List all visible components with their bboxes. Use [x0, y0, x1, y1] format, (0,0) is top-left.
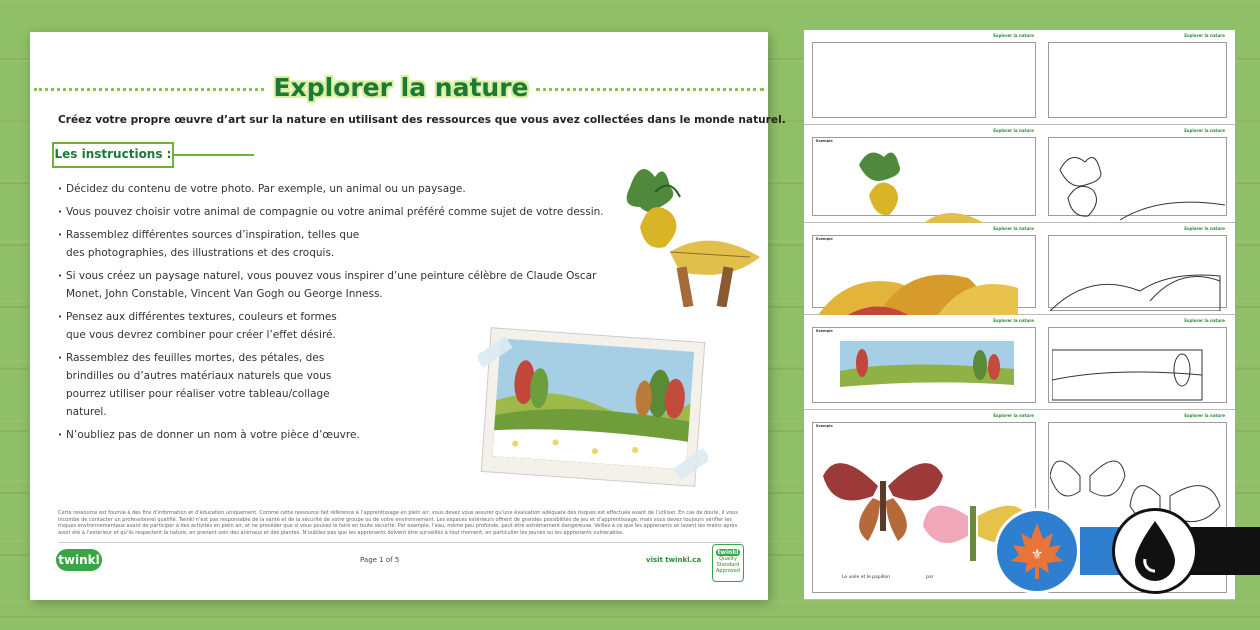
thumbnail-example-label: Exemple — [816, 329, 833, 333]
list-item: · Rassemblez différentes sources d’inspiration, telles que des photographies, des illustrations et des croquis. — [58, 226, 378, 262]
thumbnail-example-label: Exemple — [816, 139, 833, 143]
list-item: · N’oubliez pas de donner un nom à votre pièce d’œuvre. — [58, 426, 478, 444]
instructions-heading: Les instructions : — [54, 147, 172, 161]
leaf-animal-illustration — [610, 157, 760, 307]
thumbnail-header: Explorer la nature — [993, 318, 1034, 323]
thumbnail-page[interactable] — [1040, 315, 1235, 410]
thumbnail-caption: Le voile et le papillon — [842, 575, 890, 580]
title-row — [30, 68, 768, 108]
list-item: · Rassemblez des feuilles mortes, des pétales, des brindilles ou d’autres matériaux naturels que vous pourrez utiliser pour réaliser votre tableau/collage naturel. — [58, 349, 368, 421]
page-number: Page 1 of 5 — [360, 556, 400, 564]
leaf-animal-outline — [1050, 150, 1230, 220]
ink-drop-icon — [1115, 511, 1195, 591]
footer-divider — [58, 542, 742, 543]
title-divider-right — [536, 88, 764, 91]
thumbnail-page[interactable] — [804, 315, 1044, 410]
thumbnail-page[interactable] — [804, 30, 1044, 125]
visit-link[interactable]: visit twinkl.ca — [646, 556, 702, 564]
title-divider-left — [34, 88, 264, 91]
thumbnail-page[interactable] — [1040, 125, 1235, 223]
thumbnail-header: Explorer la nature — [1184, 128, 1225, 133]
list-item: · Pensez aux différentes textures, couleurs et formes que vous devrez combiner pour créer l’effet désiré. — [58, 308, 358, 344]
worksheet-page — [30, 32, 786, 600]
maple-leaf-badge — [994, 508, 1080, 594]
thumbnail-frame — [812, 42, 1036, 118]
intro-text: Créez votre propre œuvre d’art sur la nature en utilisant des ressources que vous avez collectées dans le monde naturel. — [58, 114, 786, 126]
thumbnail-header: Explorer la nature — [993, 33, 1034, 38]
disclaimer-footnote: Cette ressource est fournie à des fins d’information et d’éducation uniquement. Comme cette ressource fait référence à l’apprentissage en plein air, vous devez vous assurer qu’une évaluation adéquate des risques est effectuée avant de l’utiliser. En cas de doute, il vous incombe de contacter un professionnel qualifié. Twinkl n’est pas responsable de la santé et de la sécurité de votre groupe ou de votre environnement. Les espaces extérieurs offrent de grandes possibilités de jeu et d’apprentissage, mais vous devez toujours vérifier les risques environnementaux avant de participer à des activités en plein air, et ne procéder que si vous pouvez le faire en toute sécurité. Par exemple, l’eau, même peu profonde, peut être extrêmement dangereuse. Veillez à ce que les apprenants se lavent les mains après avoir été à l’extérieur et qu’ils respectent la nature, en prenant soin des animaux et des plantes. N’oubliez pas que les apprenants doivent être surveillés à tout moment, en particulier les jeunes ou les apprenants vulnérables. — [58, 510, 738, 536]
thumbnail-page[interactable] — [1040, 223, 1235, 315]
thumbnail-header: Explorer la nature — [1184, 413, 1225, 418]
thumbnail-header: Explorer la nature — [1184, 33, 1225, 38]
list-item: · Si vous créez un paysage naturel, vous pouvez vous inspirer d’une peinture célèbre de Claude Oscar Monet, John Constable, Vincent Van Gogh ou George Inness. — [58, 267, 598, 303]
thumbnail-header: Explorer la nature — [993, 128, 1034, 133]
leaves-outline — [1050, 251, 1230, 311]
instructions-underline — [174, 154, 254, 156]
autumn-leaves-thumbnail — [818, 253, 1028, 315]
thumbnail-header: Explorer la nature — [993, 413, 1034, 418]
landscape-collage-photo — [478, 327, 708, 487]
badge-logo-text: twinkl — [717, 549, 739, 556]
maple-leaf-icon — [997, 511, 1077, 591]
thumbnail-header: Explorer la nature — [993, 226, 1034, 231]
thumbnail-header: Explorer la nature — [1184, 226, 1225, 231]
thumbnail-example-label: Exemple — [816, 237, 833, 241]
leaf-animal-thumbnail — [854, 145, 984, 223]
landscape-thumbnail — [840, 341, 1014, 399]
thumbnail-page[interactable] — [804, 125, 1044, 223]
thumbnail-header: Explorer la nature — [1184, 318, 1225, 323]
quality-standard-badge — [712, 544, 744, 582]
landscape-outline — [1052, 345, 1222, 405]
thumbnail-frame — [1048, 42, 1227, 118]
thumbnail-example-label: Exemple — [816, 424, 833, 428]
instructions-heading-box — [52, 142, 174, 168]
list-item: · Décidez du contenu de votre photo. Par exemple, un animal ou un paysage. — [58, 180, 618, 198]
svg-text:⚜: ⚜ — [1030, 547, 1044, 563]
thumbnail-page[interactable] — [1040, 30, 1235, 125]
list-item: · Vous pouvez choisir votre animal de compagnie ou votre animal préféré comme sujet de votre dessin. — [58, 203, 618, 221]
ink-drop-badge — [1112, 508, 1198, 594]
badge-caption: Quality Standard Approved — [716, 556, 740, 574]
twinkl-logo: twinkl — [56, 549, 102, 571]
thumbnail-page[interactable] — [804, 223, 1044, 315]
thumbnail-par-label: par — [926, 575, 934, 580]
page-title: Explorer la nature — [273, 73, 529, 102]
